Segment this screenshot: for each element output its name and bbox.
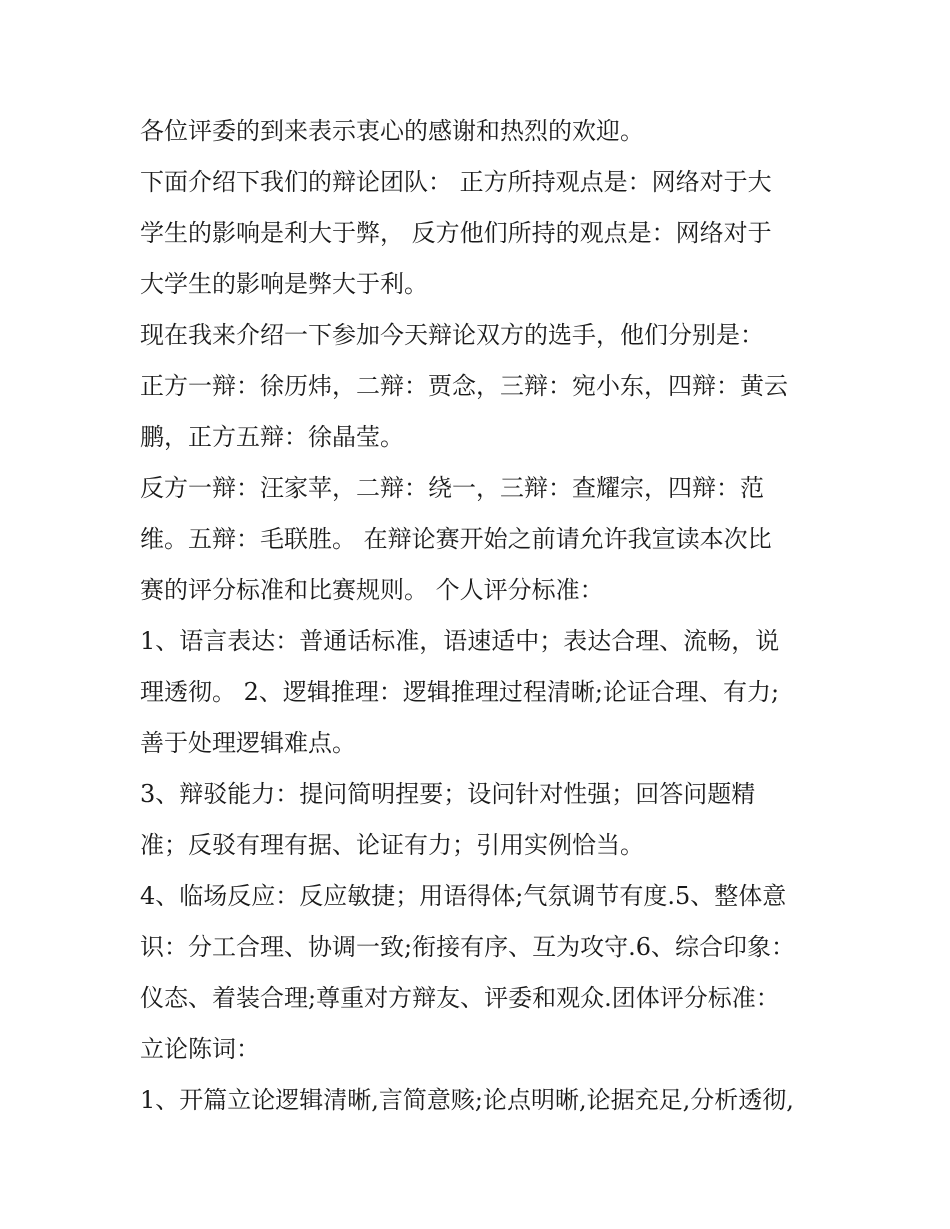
- text-line: 识：分工合理、协调一致;衔接有序、互为攻守.6、综合印象：: [140, 933, 795, 961]
- text-line: 下面介绍下我们的辩论团队： 正方所持观点是：网络对于大: [140, 168, 772, 196]
- paragraph-opening-statement: [140, 1075, 820, 1126]
- paragraph-players-intro: [140, 310, 820, 361]
- text-line: 1、开篇立论逻辑清晰,言简意赅;论点明晰,论据充足,分析透彻,: [140, 1086, 794, 1114]
- text-line: 3、辩驳能力：提问简明捏要；设问针对性强；回答问题精: [140, 780, 756, 808]
- text-line: 鹏，正方五辩：徐晶莹。: [140, 423, 404, 451]
- text-line: 立论陈词：: [140, 1035, 260, 1063]
- paragraph-team-intro: [140, 157, 820, 310]
- text-line: 现在我来介绍一下参加今天辩论双方的选手，他们分别是：: [140, 321, 764, 349]
- paragraph-negative-team: [140, 463, 820, 616]
- text-line: 赛的评分标准和比赛规则。 个人评分标准：: [140, 576, 604, 604]
- text-line: 1、语言表达：普通话标准，语速适中；表达合理、流畅，说: [140, 627, 780, 655]
- text-line: 各位评委的到来表示衷心的感谢和热烈的欢迎。: [140, 117, 644, 145]
- text-line: 维。五辩：毛联胜。 在辩论赛开始之前请允许我宣读本次比: [140, 525, 772, 553]
- text-line: 准；反驳有理有据、论证有力；引用实例恰当。: [140, 831, 644, 859]
- text-line: 理透彻。 2、逻辑推理：逻辑推理过程清晰;论证合理、有力;: [140, 678, 780, 706]
- paragraph-welcome: [140, 106, 820, 157]
- paragraph-criteria-3: [140, 769, 820, 871]
- document-body: [140, 106, 820, 1126]
- text-line: 仪态、着装合理;尊重对方辩友、评委和观众.团体评分标准：: [140, 984, 780, 1012]
- text-line: 学生的影响是利大于弊， 反方他们所持的观点是：网络对于: [140, 219, 772, 247]
- text-line: 正方一辩：徐历炜，二辩：贾念，三辩：宛小东，四辩：黄云: [140, 372, 788, 400]
- text-line: 善于处理逻辑难点。: [140, 729, 356, 757]
- paragraph-criteria-4-6: [140, 871, 820, 1075]
- paragraph-affirmative-team: [140, 361, 820, 463]
- text-line: 大学生的影响是弊大于利。: [140, 270, 428, 298]
- text-line: 反方一辩：汪家苹，二辩：绕一，三辩：查耀宗，四辩：范: [140, 474, 764, 502]
- text-line: 4、临场反应：反应敏捷；用语得体;气氛调节有度.5、整体意: [140, 882, 787, 910]
- paragraph-criteria-1-2: [140, 616, 820, 769]
